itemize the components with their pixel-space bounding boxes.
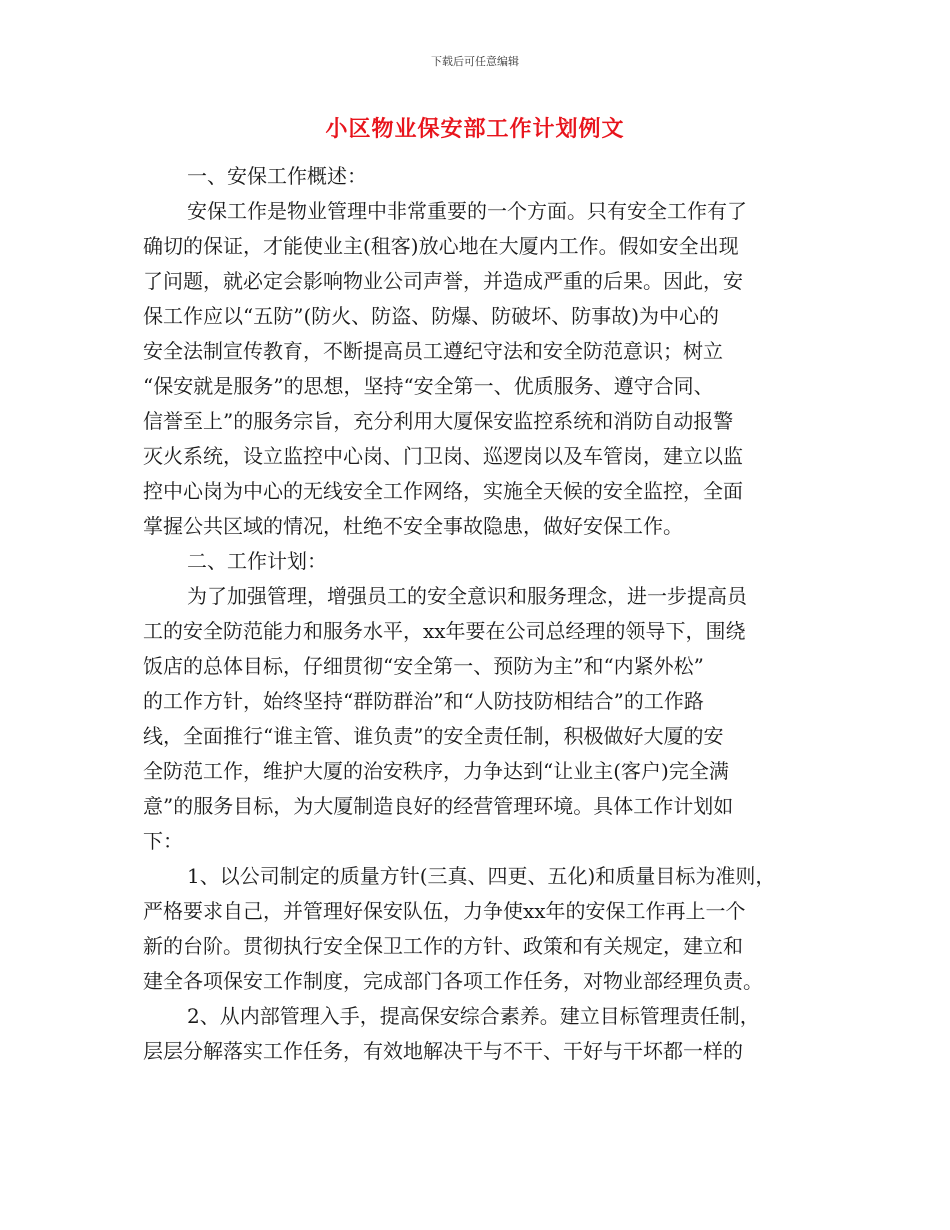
paragraph-line: 意”的服务目标，为大厦制造良好的经营管理环境。具体工作计划如 (143, 794, 734, 818)
paragraph-line: 的工作方针，始终坚持“群防群治”和“人防技防相结合”的工作路 (143, 689, 704, 713)
list-item-1: 1、以公司制定的质量方针(三真、四更、五化)和质量目标为准则， (187, 864, 776, 888)
paragraph-line: 全防范工作，维护大厦的治安秩序，力争达到“让业主(客户)完全满 (143, 759, 729, 783)
paragraph-line: 了问题，就必定会影响物业公司声誉，并造成严重的后果。因此，安 (143, 269, 743, 293)
section-heading-1: 一、安保工作概述： (187, 164, 367, 188)
paragraph-line: 安保工作是物业管理中非常重要的一个方面。只有安全工作有了 (187, 199, 747, 223)
paragraph-line: 保工作应以“五防”(防火、防盗、防爆、防破坏、防事故)为中心的 (143, 304, 720, 328)
paragraph-line: 信誉至上”的服务宗旨，充分利用大厦保安监控系统和消防自动报警 (143, 409, 734, 433)
header-note: 下载后可任意编辑 (431, 55, 519, 68)
section-heading-2: 二、工作计划： (187, 549, 327, 573)
paragraph-line: 灭火系统，设立监控中心岗、门卫岗、巡逻岗以及车管岗，建立以监 (143, 444, 743, 468)
paragraph-line: 下： (143, 829, 183, 853)
paragraph-line: 确切的保证，才能使业主(租客)放心地在大厦内工作。假如安全出现 (143, 234, 739, 258)
paragraph-line: 严格要求自己，并管理好保安队伍，力争使xx年的安保工作再上一个 (143, 899, 746, 923)
paragraph-line: 建全各项保安工作制度，完成部门各项工作任务，对物业部经理负责。 (143, 969, 763, 993)
list-item-2: 2、从内部管理入手，提高保安综合素养。建立目标管理责任制， (187, 1004, 760, 1028)
paragraph-line: 为了加强管理，增强员工的安全意识和服务理念，进一步提高员 (187, 584, 747, 608)
paragraph-line: 控中心岗为中心的无线安全工作网络，实施全天候的安全监控，全面 (143, 479, 743, 503)
paragraph-line: 层层分解落实工作任务，有效地解决干与不干、干好与干坏都一样的 (143, 1039, 743, 1063)
paragraph-line: 线，全面推行“谁主管、谁负责”的安全责任制，积极做好大厦的安 (143, 724, 724, 748)
paragraph-line: 工的安全防范能力和服务水平，xx年要在公司总经理的领导下，围绕 (143, 619, 746, 643)
paragraph-line: 新的台阶。贯彻执行安全保卫工作的方针、政策和有关规定，建立和 (143, 934, 743, 958)
paragraph-line: 安全法制宣传教育，不断提高员工遵纪守法和安全防范意识；树立 (143, 339, 723, 363)
paragraph-line: 饭店的总体目标，仔细贯彻“安全第一、预防为主”和“内紧外松” (143, 654, 704, 678)
document-title: 小区物业保安部工作计划例文 (325, 117, 625, 142)
paragraph-line: “保安就是服务”的思想，坚持“安全第一、优质服务、遵守合同、 (143, 374, 714, 398)
paragraph-line: 掌握公共区域的情况，杜绝不安全事故隐患，做好安保工作。 (143, 514, 683, 538)
